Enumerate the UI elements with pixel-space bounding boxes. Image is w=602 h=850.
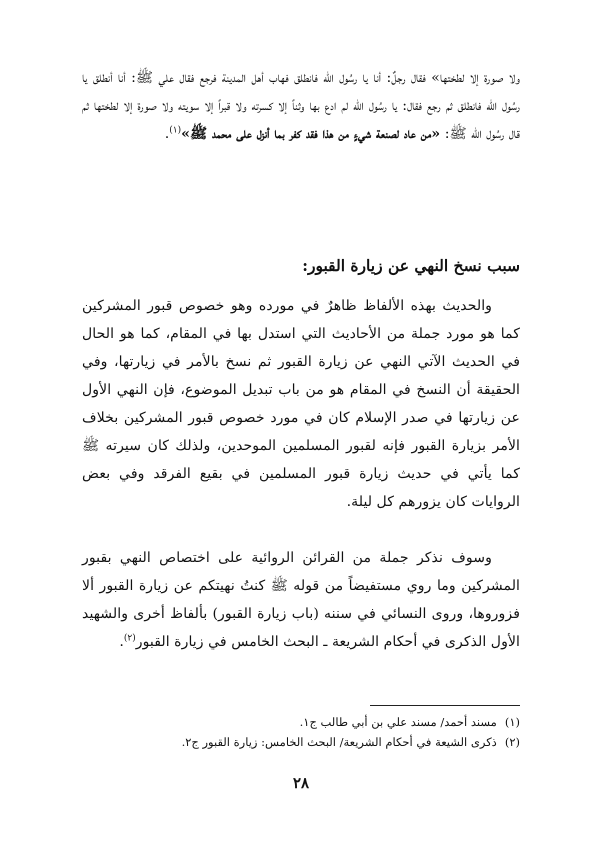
paragraph-middle-text: والحديث بهذه الألفاظ ظاهرٌ في مورده وهو خصوص قبور المشركين كما هو مورد جملة من الأحاديث التي استدل بها في المقام، كما هو الحال في الحديث الآتي النهي عن زيارة القبور ثم نسخ بالأمر في زيارتها، وفي الحقيقة أن النسخ في المقام هو من باب تبديل الموضوع، فإن النهي الأول عن زيارتها في صدر الإسلام كان في مورد خصوص قبور المشركين بخلاف الأمر بزيارة القبور فإنه لقبور المسلمين الموحدين، ولذلك كان سيرته ﷺ كما يأتي في حديث زيارة قبور المسلمين في بقيع الفرقد وفي بعض الروايات كان يزورهم كل ليلة.	[82, 298, 520, 510]
paragraph-bottom-text	[82, 544, 520, 656]
paragraph-bottom-end: .	[119, 634, 124, 650]
page-number: ٢٨	[292, 774, 310, 792]
footnote-divider	[370, 705, 520, 706]
hadith-quote: «من عاد لصنعة شيءٍ من هذا فقد كفر بما أنزل على محمد ﷺ»	[181, 126, 441, 142]
footnote-2	[82, 732, 520, 752]
footnote-1	[82, 712, 520, 732]
footnote-1-text: مسند أحمد/ مسند علي بن أبي طالب ج١.	[299, 715, 497, 729]
paragraph-middle	[82, 292, 520, 516]
footnote-ref-2: (٢)	[123, 633, 136, 644]
paragraph-top-end: .	[164, 126, 170, 142]
footnote-2-text: ذكرى الشيعة في أحكام الشريعة/ البحث الخامس: زيارة القبور ج٢.	[181, 735, 497, 749]
paragraph-top-text	[82, 64, 520, 148]
paragraph-bottom	[82, 544, 520, 656]
footnote-1-number: (١)	[504, 715, 520, 729]
footnote-ref-1: (١)	[169, 125, 182, 136]
paragraph-top	[82, 64, 520, 148]
paragraph-bottom-body: وسوف نذكر جملة من القرائن الروائية على اختصاص النهي بقبور المشركين وما روي مستفيضاً من قوله ﷺ كنتُ نهيتكم عن زيارة القبور ألا فزوروها، وروى النسائي في سننه (باب زيارة القبور) بألفاظ أخرى والشهيد الأول الذكرى في أحكام الشريعة ـ البحث الخامس في زيارة القبور	[82, 550, 520, 650]
paragraph-top-segment: ولا صورة إلا لطختها» فقال رجلٌ: أنا يا رسُول الله فانطلق فهاب أهل المدينة فرجع فقال علي ﷺ: أنا أنطلق يا رسُول الله فانطلق ثم رجع فقال: يا رسُول الله لم ادع بها وثناً إلا كسرته ولا قبراً إلا سويته ولا صورة إلا لطختها ثم قال رسُول الله ﷺ:	[82, 70, 520, 142]
section-heading: سبب نسخ النهي عن زيارة القبور:	[302, 256, 520, 275]
footnotes	[82, 712, 520, 752]
footnote-2-number: (٢)	[504, 735, 520, 749]
